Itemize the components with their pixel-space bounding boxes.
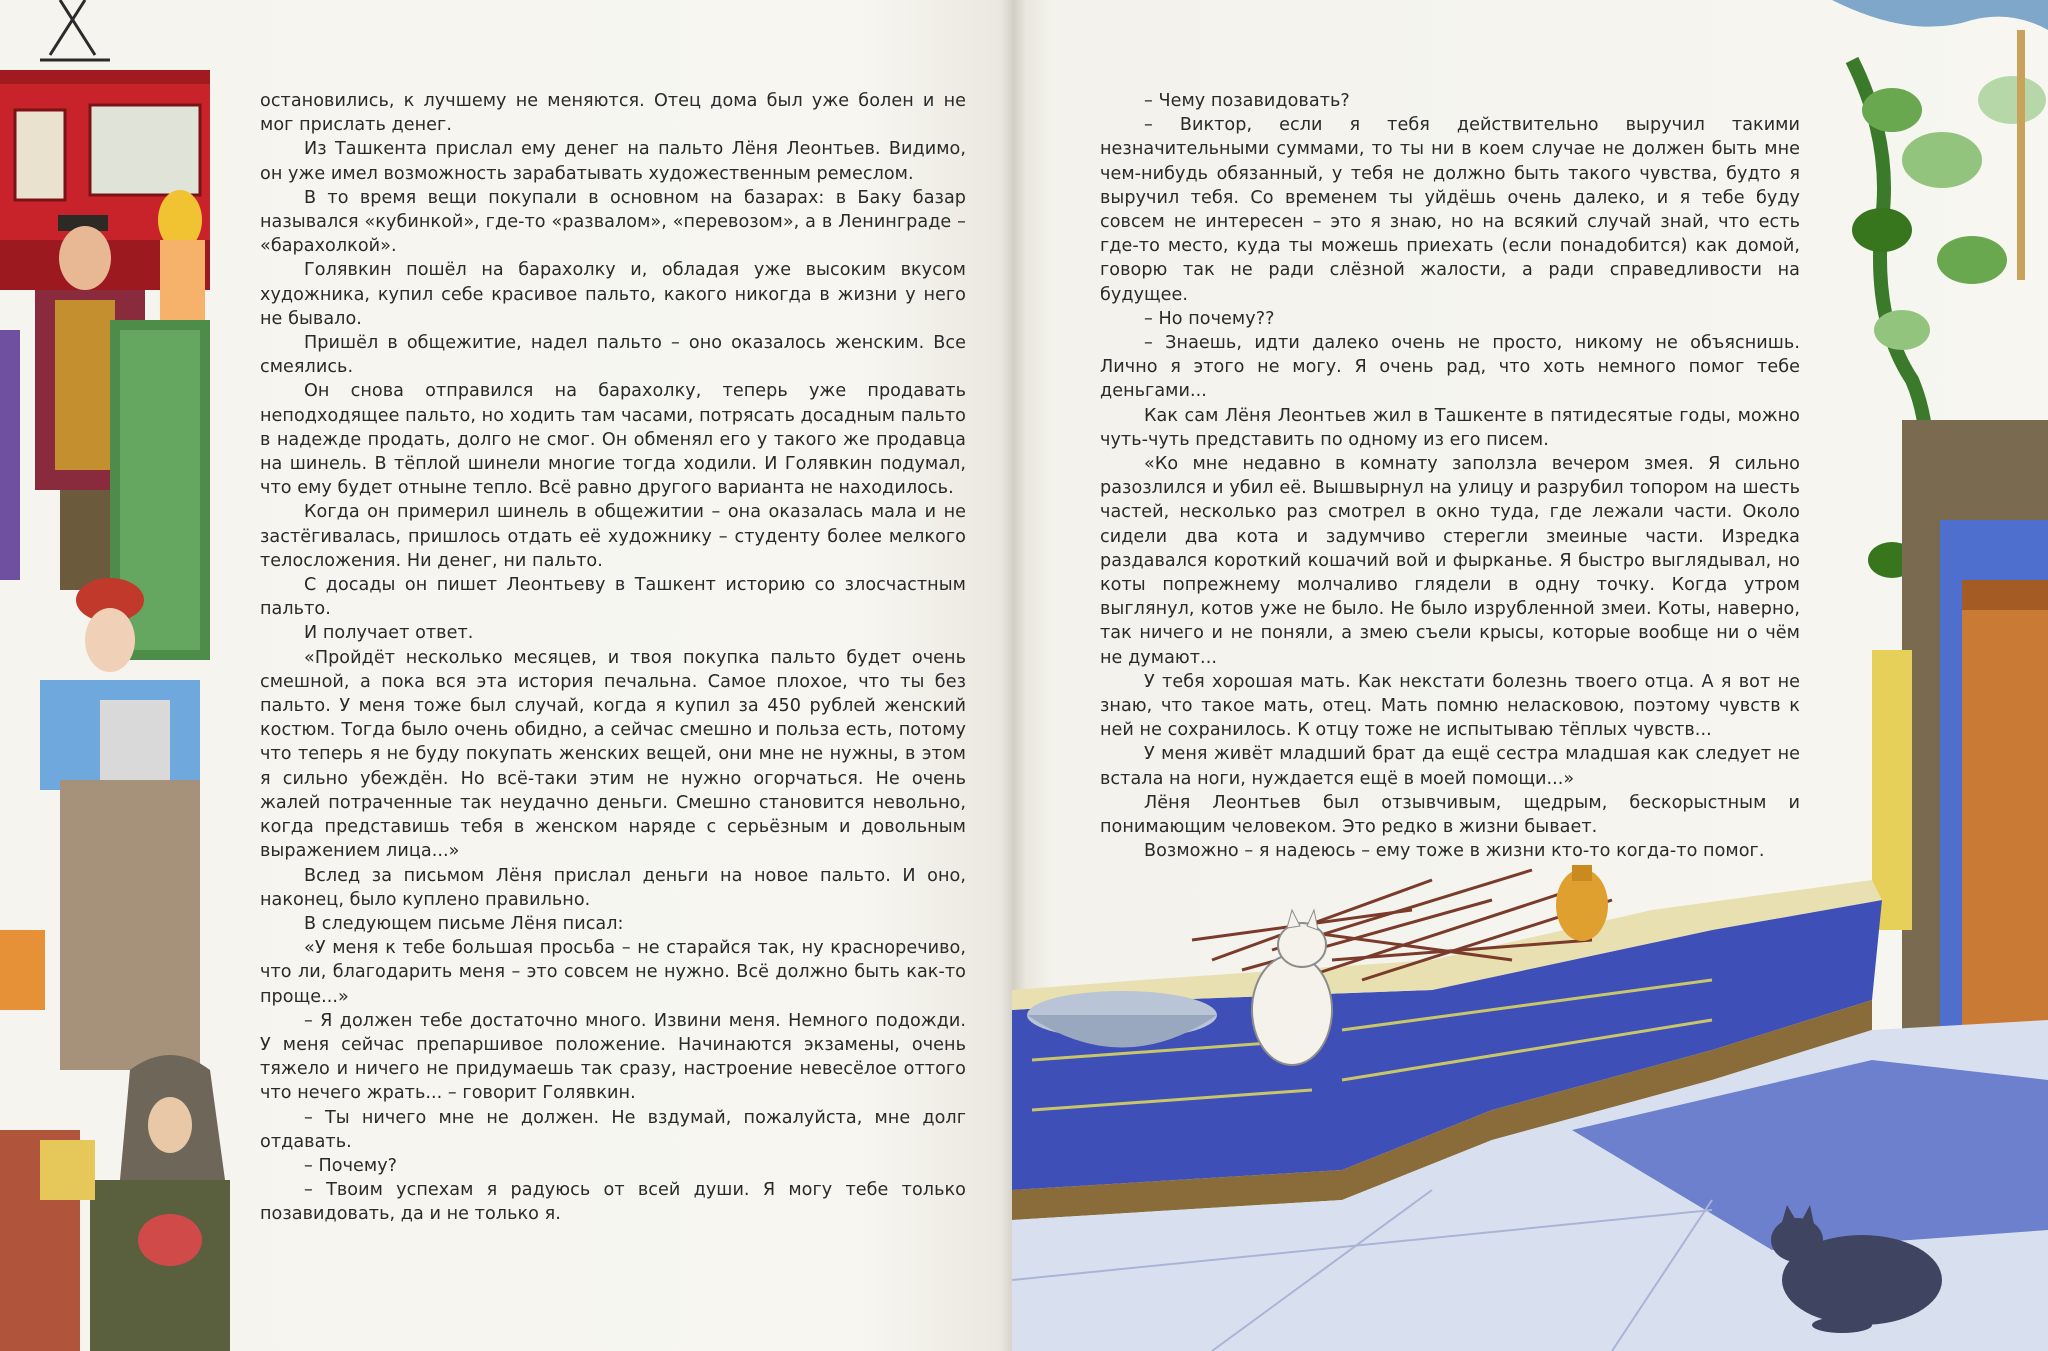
paragraph: «У меня к тебе большая просьба – не старайся так, ну красноречиво, что ли, благодарить меня – это совсем не нужно. Всё должно быть как-то проще...»: [260, 938, 966, 1007]
paragraph: И получает ответ.: [304, 623, 474, 644]
paragraph: – Но почему??: [1144, 308, 1275, 329]
white-cat: [1252, 910, 1332, 1065]
tram-pantograph: [40, 0, 110, 60]
paragraph: – Почему?: [304, 1155, 398, 1176]
clay-jug: [1556, 865, 1608, 941]
paragraph: У меня живёт младший брат да ещё сестра младшая как следует не встала на ноги, нуждается ещё в моей помощи...»: [1100, 744, 1800, 789]
paragraph: С досады он пишет Леонтьеву в Ташкент историю со злосчастным пальто.: [260, 575, 966, 620]
paragraph: «Ко мне недавно в комнату заползла вечером змея. Я сильно разозлился и убил её. Вышвырнул на улицу и разрубил топором на шесть частей, несколько раз смотрел в окно туда, где лежали части. Около сидели два кота и задумчиво стерегли змеиные части. Изредка раздавался короткий кошачий вой и фырканье. Я быстро выглядывал, но коты попрежнему молчаливо глядели в одну точку. Когда утром выглянул, котов уже не было. Не было изрубленной змеи. Коты, наверно, так ничего и не поняли, а змею съели крысы, которые вообще ни о чём не думают...: [1100, 454, 1800, 668]
paragraph: – Я должен тебе достаточно много. Извини меня. Немного подожди. У меня сейчас препаршивое положение. Начинаются экзамены, очень тяжело и ничего не придумаешь так сразу, настроение невесёлое оттого что нечего жрать... – говорит Голявкин.: [260, 1010, 966, 1104]
paragraph: Голявкин пошёл на барахолку и, обладая уже высоким вкусом художника, купил себе красивое пальто, какого никогда в жизни у него не бывало.: [260, 260, 966, 329]
paragraph: Лёня Леонтьев был отзывчивым, щедрым, бескорыстным и понимающим человеком. Это редко в жизни бывает.: [1100, 792, 1800, 838]
paragraph: остановились, к лучшему не меняются. Отец дома был уже болен и не мог прислать денег.: [260, 91, 966, 136]
paragraph: Как сам Лёня Леонтьев жил в Ташкенте в пятидесятые годы, можно чуть-чуть представить по одному из его писем.: [1100, 405, 1800, 450]
paragraph: Вслед за письмом Лёня прислал деньги на новое пальто. И оно, наконец, было куплено правильно.: [260, 865, 966, 910]
paragraph: «Пройдёт несколько месяцев, и твоя покупка пальто будет очень смешной, а пока вся эта история печальна. Самое плохое, что ты без пальто. У меня тоже был случай, когда я купил за 450 рублей женский костюм. Тогда было очень обидно, а сейчас смешно и польза есть, потому что теперь я не буду покупать женских вещей, они мне не нужны, в этом я сильно убеждён. Но всё-таки этим не нужно огорчаться. Не очень жалей потраченные так неудачно деньги. Смешно становится невольно, когда представишь тебя в женском наряде с серьёзным и довольным выражением лица...»: [260, 647, 966, 862]
figure-old-woman: [0, 1055, 230, 1351]
paragraph: – Твоим успехам я радуюсь от всей души. Я могу тебе только позавидовать, да и не только я.: [260, 1180, 966, 1225]
left-illustration: [0, 0, 235, 1351]
right-page-text: [1100, 89, 1800, 864]
paragraph: У тебя хорошая мать. Как некстати болезнь твоего отца. А я вот не знаю, что такое мать, отец. Мать помню неласковою, поэтому чувств к ней не сохранилось. К отцу тоже не испытываю тёплых чувств...: [1100, 671, 1800, 741]
paragraph: Пришёл в общежитие, надел пальто – оно оказалось женским. Все смеялись.: [260, 333, 966, 378]
paragraph: – Чему позавидовать?: [1144, 91, 1350, 111]
paragraph: – Виктор, если я тебя действительно выручил такими незначительными суммами, то ты ни в коем случае не должен быть мне чем-нибудь обязанный, у тебя не должно быть такого чувства, будто я выручил тебя. Со временем ты уйдёшь очень далеко, и я тебе буду совсем не интересен – это я знаю, но на всякий случай знай, что есть где-то место, куда ты можешь приехать (если понадобится) как домой, говорю так не ради слёзной жалости, а ради справедливости на будущее.: [1100, 115, 1800, 305]
paragraph: В следующем письме Лёня писал:: [304, 913, 624, 934]
paragraph: В то время вещи покупали в основном на базарах: в Баку базар назывался «кубинкой», где-то «развалом», «перевозом», а в Ленинграде – «барахолкой».: [260, 187, 966, 257]
figure-yellow-coat: [158, 190, 205, 320]
paragraph: Возможно – я надеюсь – ему тоже в жизни кто-то когда-то помог.: [1144, 841, 1765, 862]
building-doorway: [1872, 420, 2048, 1040]
paragraph: – Ты ничего мне не должен. Не вздумай, пожалуйста, мне долг отдавать.: [260, 1107, 966, 1152]
left-page-text: [260, 89, 966, 1227]
paragraph: Из Ташкента прислал ему денег на пальто Лёня Леонтьев. Видимо, он уже имел возможность зарабатывать художественным ремеслом.: [260, 139, 966, 184]
paragraph: Когда он примерил шинель в общежитии – она оказалась мала и не застёгивалась, пришлось отдать её художнику – студенту более мелкого телосложения. Ни денег, ни пальто.: [260, 502, 966, 571]
paragraph: – Знаешь, идти далеко очень не просто, никому не объяснишь. Лично я этого не могу. Я очень рад, что хоть немного помог тебе деньгами...: [1100, 333, 1800, 402]
paragraph: Он снова отправился на барахолку, теперь уже продавать неподходящее пальто, но ходить там часами, потрясать досадным пальто в надежде продать, долго не смог. Он обменял его у такого же продавца на шинель. В тёплой шинели многие тогда ходили. И Голявкин подумал, что ему будет отныне тепло. Всё равно другого варианта не находилось.: [260, 381, 966, 499]
